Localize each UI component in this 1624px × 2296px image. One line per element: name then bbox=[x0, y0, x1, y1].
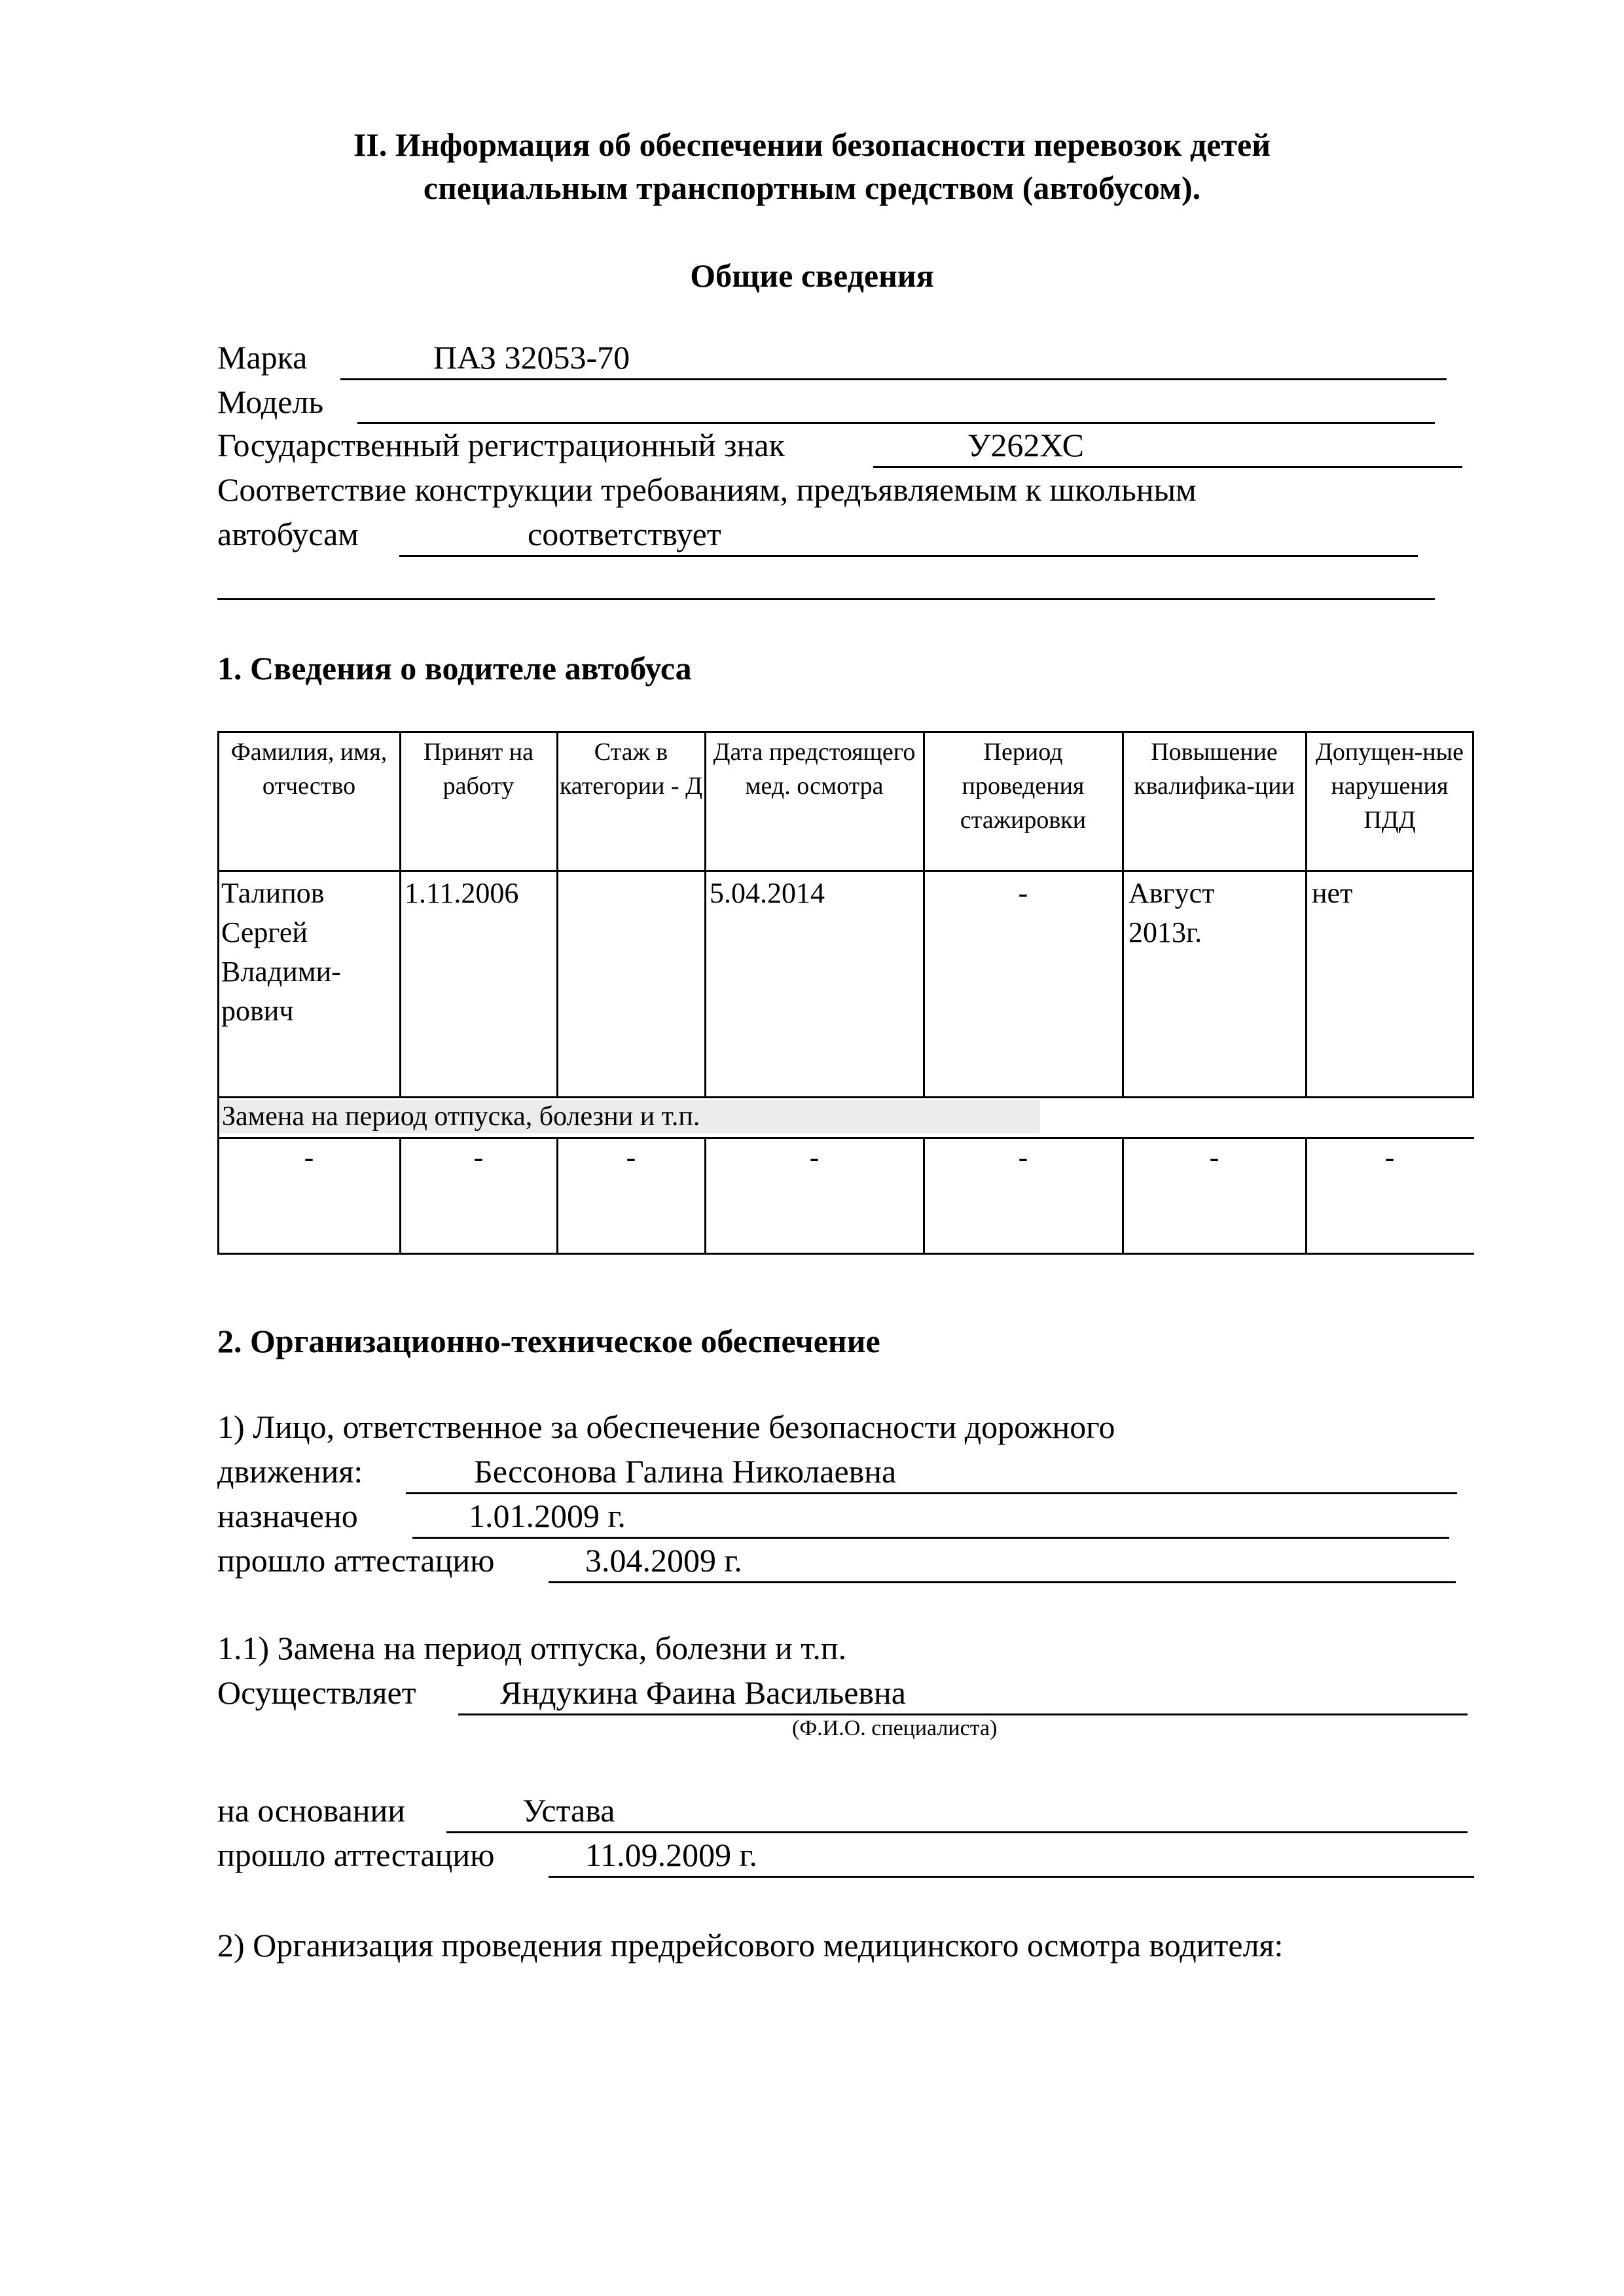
cell-qualification-1: Август bbox=[1128, 877, 1215, 909]
appointed-underline bbox=[412, 1537, 1449, 1539]
header-qualification: Повышение квалифика-ции bbox=[1134, 738, 1295, 800]
cell-name-3: Владими- bbox=[221, 956, 341, 988]
document-title-line2: специальным транспортным средством (автобусом). bbox=[423, 170, 1201, 206]
col-divider bbox=[923, 731, 925, 1096]
replacement-cell: - bbox=[1018, 1141, 1028, 1174]
conform-underline bbox=[399, 555, 1418, 557]
replacement-cell: - bbox=[1209, 1141, 1219, 1174]
replacement-cell: - bbox=[809, 1141, 820, 1174]
table-subrow-bottom bbox=[217, 1137, 1474, 1139]
table-border-bottom bbox=[217, 1253, 1474, 1255]
col-divider bbox=[923, 1137, 925, 1255]
cell-name-1: Талипов bbox=[221, 877, 325, 909]
table-border-left bbox=[217, 731, 219, 1255]
reg-value: У262ХС bbox=[967, 427, 1084, 463]
header-fio: Фамилия, имя, отчество bbox=[230, 738, 388, 800]
col-divider bbox=[1305, 1137, 1307, 1255]
col-divider bbox=[1122, 731, 1124, 1096]
col-divider bbox=[556, 1137, 558, 1255]
appointed-value: 1.01.2009 г. bbox=[469, 1498, 626, 1534]
marka-value: ПАЗ 32053-70 bbox=[433, 339, 630, 376]
cell-name-4: рович bbox=[221, 995, 294, 1027]
cell-medical: 5.04.2014 bbox=[710, 877, 825, 909]
cert2-underline bbox=[549, 1876, 1474, 1878]
reg-label: Государственный регистрационный знак bbox=[217, 427, 785, 463]
reg-underline bbox=[873, 466, 1462, 468]
col-divider bbox=[556, 731, 558, 1096]
general-heading: Общие сведения bbox=[690, 257, 934, 294]
item1-underline bbox=[406, 1492, 1457, 1494]
cell-violations: нет bbox=[1312, 877, 1353, 909]
col-divider bbox=[704, 1137, 706, 1255]
cert-label: прошло аттестацию bbox=[217, 1542, 495, 1579]
cell-hired: 1.11.2006 bbox=[405, 877, 519, 909]
model-label: Модель bbox=[217, 384, 324, 420]
basis-label: на основании bbox=[217, 1792, 406, 1829]
header-internship: Период проведения стажировки bbox=[960, 738, 1087, 834]
performs-underline bbox=[458, 1713, 1468, 1715]
table-row-bottom bbox=[217, 1096, 1474, 1098]
document-title-line1: II. Информация об обеспечении безопасности перевозок детей bbox=[353, 126, 1271, 163]
section1-heading: 1. Сведения о водителе автобуса bbox=[217, 650, 692, 687]
header-experience: Стаж в категории - Д bbox=[559, 738, 703, 800]
basis-value: Устава bbox=[522, 1792, 615, 1829]
table-header-bottom bbox=[217, 870, 1474, 872]
item1-person: Бессонова Галина Николаевна bbox=[474, 1453, 897, 1490]
appointed-label: назначено bbox=[217, 1498, 358, 1534]
table-border-right bbox=[1472, 731, 1474, 1096]
col-divider bbox=[399, 731, 401, 1096]
replacement-label: Замена на период отпуска, болезни и т.п. bbox=[219, 1100, 1040, 1133]
replacement-cell: - bbox=[626, 1141, 636, 1174]
header-medical: Дата предстоящего мед. осмотра bbox=[713, 738, 916, 800]
col-divider bbox=[704, 731, 706, 1096]
section2-heading: 2. Организационно-техническое обеспечение bbox=[217, 1323, 880, 1359]
cell-internship: - bbox=[1018, 877, 1028, 909]
cert-value: 3.04.2009 г. bbox=[585, 1542, 742, 1579]
header-hired: Принят на работу bbox=[424, 738, 533, 800]
item1-label-2: движения: bbox=[217, 1453, 363, 1490]
replacement-cell: - bbox=[304, 1141, 314, 1174]
basis-underline bbox=[446, 1831, 1468, 1833]
marka-label: Марка bbox=[217, 339, 308, 376]
col-divider bbox=[1122, 1137, 1124, 1255]
cell-name-2: Сергей bbox=[221, 916, 308, 948]
col-divider bbox=[399, 1137, 401, 1255]
header-violations: Допущен-ные нарушения ПДД bbox=[1315, 738, 1464, 834]
conform-value: соответствует bbox=[528, 516, 721, 552]
conform-label-1: Соответствие конструкции требованиям, предъявляемым к школьным bbox=[217, 471, 1197, 508]
replacement-cell: - bbox=[473, 1141, 484, 1174]
blank-line bbox=[217, 598, 1435, 600]
driver-table bbox=[217, 731, 1474, 1255]
marka-underline bbox=[340, 378, 1447, 380]
item1-label-1: 1) Лицо, ответственное за обеспечение безопасности дорожного bbox=[217, 1408, 1115, 1445]
model-underline bbox=[357, 422, 1435, 424]
item2-label: 2) Организация проведения предрейсового медицинского осмотра водителя: bbox=[217, 1927, 1284, 1964]
replacement-cell: - bbox=[1384, 1141, 1395, 1174]
cert2-value: 11.09.2009 г. bbox=[585, 1837, 758, 1873]
cell-qualification-2: 2013г. bbox=[1128, 916, 1202, 948]
performs-value: Яндукина Фаина Васильевна bbox=[500, 1674, 906, 1711]
performs-label: Осуществляет bbox=[217, 1674, 416, 1711]
table-border-top bbox=[217, 731, 1474, 733]
cert2-label: прошло аттестацию bbox=[217, 1837, 495, 1873]
col-divider bbox=[1305, 731, 1307, 1096]
conform-label-2: автобусам bbox=[217, 516, 359, 552]
item11-label: 1.1) Замена на период отпуска, болезни и т.п. bbox=[217, 1630, 847, 1666]
performs-note: (Ф.И.О. специалиста) bbox=[792, 1716, 998, 1740]
cert-underline bbox=[549, 1581, 1456, 1583]
